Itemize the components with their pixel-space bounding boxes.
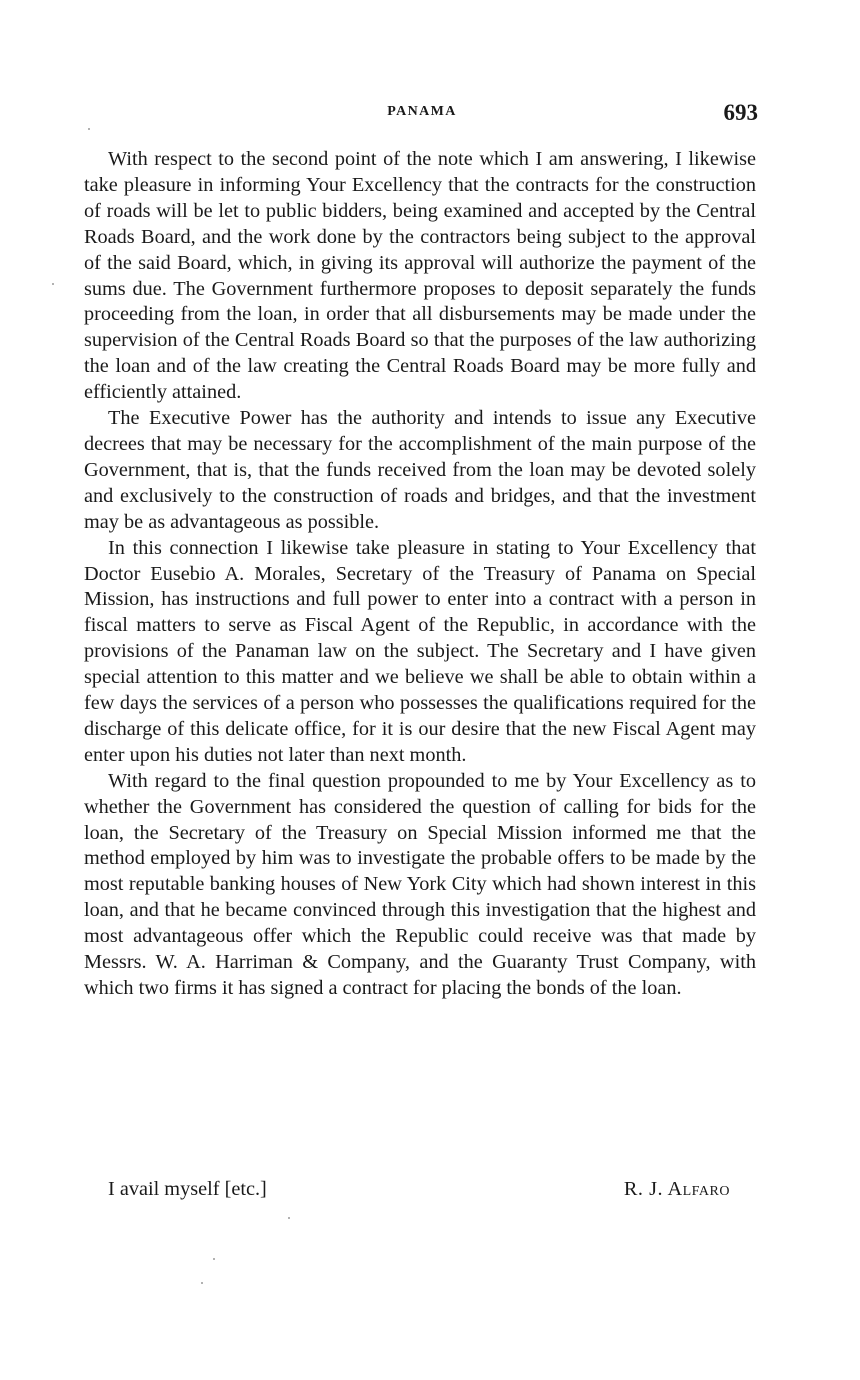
running-head: PANAMA (387, 104, 457, 119)
closing-formula: I avail myself [etc.] (108, 1178, 267, 1200)
signature-line (84, 1178, 730, 1206)
body-text (84, 147, 756, 1002)
paragraph: The Executive Power has the authority and intends to issue any Executive decrees that may be necessary for the accomplishment of the main purpose of the Government, that is, that the funds received from the loan may be devoted solely and exclusively to the construction of roads and bridges, and that the investment may be as advantageous as possible. (84, 407, 756, 533)
page-number: 693 (723, 100, 758, 125)
scan-speck (52, 283, 54, 285)
paragraph: In this connection I likewise take pleasure in stating to Your Excellency that Doctor Eusebio A. Morales, Secretary of the Treasury of Panama on Special Mission, has instructions and full power to enter into a contract with a person in fiscal matters to serve as Fiscal Agent of the Republic, in accordance with the provisions of the Panaman law on the subject. The Secretary and I have given special attention to this matter and we believe we shall be able to obtain within a few days the services of a person who possesses the qualifications required for the discharge of this delicate office, for it is our desire that the new Fiscal Agent may enter upon his duties not later than next month. (84, 536, 756, 766)
page-header (84, 100, 760, 132)
scan-speck (88, 128, 90, 130)
scan-speck (201, 1282, 203, 1284)
scan-speck (213, 1258, 215, 1260)
paragraph: With respect to the second point of the note which I am answering, I likewise take pleasure in informing Your Excellency that the contracts for the construction of roads will be let to public bidders, being examined and accepted by the Central Roads Board, and the work done by the contractors being subject to the approval of the said Board, which, in giving its approval will authorize the payment of the sums due. The Government furthermore proposes to deposit separately the funds proceeding from the loan, in order that all disbursements may be made under the supervision of the Central Roads Board so that the purposes of the law authorizing the loan and of the law creating the Central Roads Board may be more fully and efficiently attained. (84, 148, 756, 404)
signature: R. J. Alfaro (623, 1178, 730, 1200)
paragraph: With regard to the final question propounded to me by Your Excellency as to whether the Government has considered the question of calling for bids for the loan, the Secretary of the Treasury on Special Mission informed me that the method employed by him was to investigate the probable offers to be made by the most reputable banking houses of New York City which had shown interest in this loan, and that he became convinced through this investigation that the highest and most advantageous offer which the Republic could receive was that made by Messrs. W. A. Harriman & Company, and the Guaranty Trust Company, with which two firms it has signed a contract for placing the bonds of the loan. (84, 769, 756, 999)
scan-speck (288, 1217, 290, 1219)
